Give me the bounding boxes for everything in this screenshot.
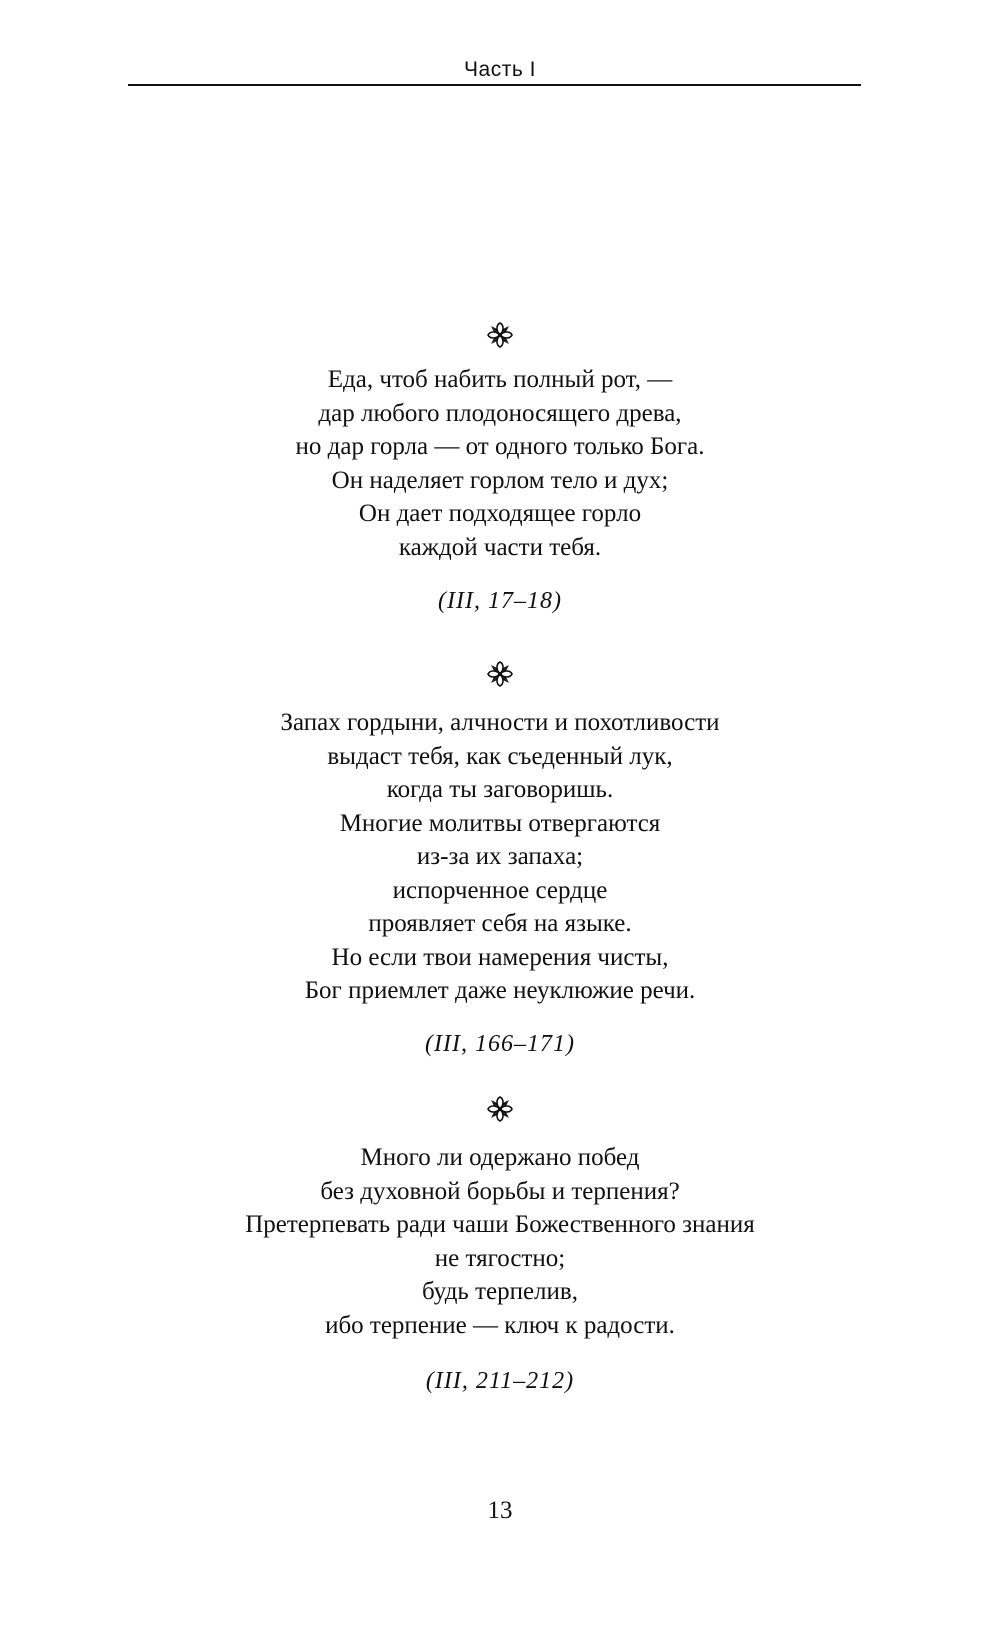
verse-line: Много ли одержано побед [360, 1144, 640, 1171]
verse-line: Еда, чтоб набить полный рот, — [327, 366, 673, 393]
section-2-stanza [0, 706, 1000, 1008]
star-flower-ornament-icon [487, 1096, 513, 1122]
section-3-stanza [0, 1141, 1000, 1342]
section-1-reference: (III, 17–18) [438, 588, 562, 614]
verse-line: но дар горла — от одного только Бога. [295, 433, 705, 460]
section-3-reference: (III, 211–212) [425, 1368, 575, 1394]
verse-line: каждой части тебя. [398, 533, 602, 561]
verse-line: Бог приемлет даже неуклюжие речи. [304, 977, 696, 1004]
section-1-stanza [0, 363, 1000, 564]
section-3-ornament [0, 1096, 1000, 1124]
verse-line: Многие молитвы отвергаются [339, 809, 661, 837]
verse-line: Но если твои намерения чисты, [331, 943, 669, 971]
verse-line: Запах гордыни, алчности и похотливости [280, 709, 720, 736]
verse-line: без духовной борьбы и терпения? [320, 1177, 680, 1205]
verse-line: испорченное сердце [392, 876, 608, 904]
verse-line: ибо терпение — ключ к радости. [325, 1311, 675, 1339]
verse-line: из-за их запаха; [416, 843, 584, 870]
verse-line: Он дает подходящее горло [358, 500, 642, 527]
verse-line: Претерпевать ради чаши Божественного знания [245, 1211, 755, 1238]
verse-line: не тягостно; [434, 1244, 566, 1272]
verse-line: выдаст тебя, как съеденный лук, [327, 742, 673, 770]
verse-line: когда ты заговоришь. [386, 776, 614, 803]
section-2-reference: (III, 166–171) [425, 1031, 575, 1057]
verse-line: будь терпелив, [422, 1278, 578, 1305]
star-flower-ornament-icon [487, 322, 513, 348]
verse-line: Он наделяет горлом тело и дух; [331, 466, 669, 494]
section-1-ornament [0, 322, 1000, 350]
header-rule [128, 84, 861, 86]
verse-line: проявляет себя на языке. [368, 910, 632, 937]
star-flower-ornament-icon [487, 661, 513, 687]
section-2-ornament [0, 661, 1000, 689]
running-head: Часть I [464, 58, 536, 81]
verse-line: дар любого плодоносящего древа, [318, 399, 682, 427]
page-number: 13 [487, 1497, 513, 1524]
